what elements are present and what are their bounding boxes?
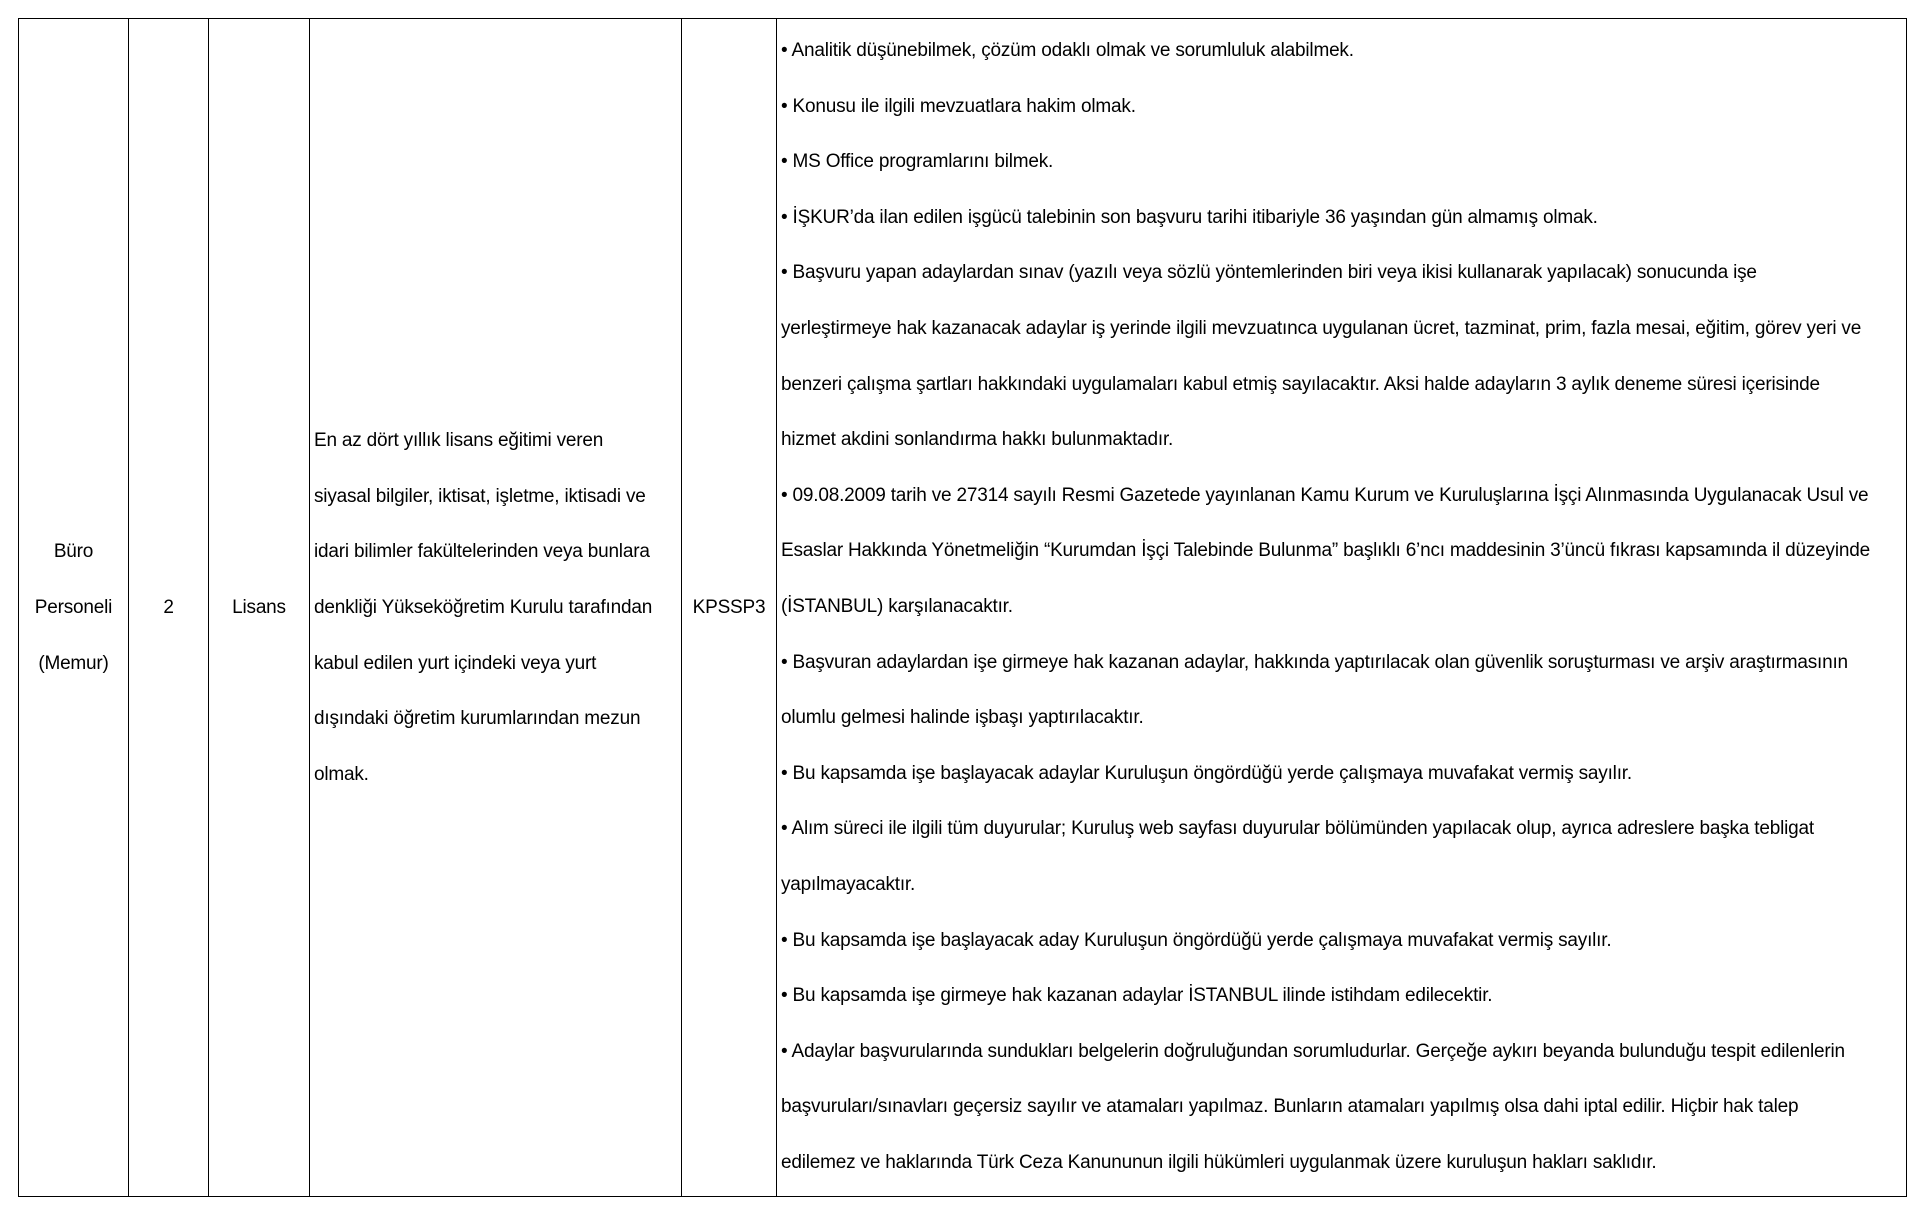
requirement-line: • Adaylar başvurularında sundukları belgelerin doğruluğundan sorumludurlar. Gerçeğe aykırı beyanda bulunduğu tespit edilenlerin bbox=[781, 1040, 1845, 1062]
qualification-line: olmak. bbox=[314, 763, 369, 785]
requirement-line: • Analitik düşünebilmek, çözüm odaklı olmak ve sorumluluk alabilmek. bbox=[781, 40, 1354, 61]
requirement-line: • Konusu ile ilgili mevzuatlara hakim olmak. bbox=[781, 95, 1136, 117]
requirement-line: yapılmayacaktır. bbox=[781, 873, 916, 895]
education-value: Lisans bbox=[232, 596, 286, 618]
exam-type-cell bbox=[682, 19, 777, 1197]
requirement-line: • Bu kapsamda işe başlayacak aday Kuruluşun öngördüğü yerde çalışmaya muvafakat vermiş sayılır. bbox=[781, 929, 1612, 951]
qualification-line: idari bilimler fakültelerinden veya bunlara bbox=[314, 541, 650, 563]
requirement-line: • Başvuran adaylardan işe girmeye hak kazanan adaylar, hakkında yaptırılacak olan güvenlik soruşturması ve arşiv araştırmasının bbox=[781, 651, 1848, 673]
requirement-line: • Alım süreci ile ilgili tüm duyurular; Kuruluş web sayfası duyurular bölümünden yapılacak olup, ayrıca adreslere başka tebligat bbox=[781, 818, 1814, 840]
requirement-line: Esaslar Hakkında Yönetmeliğin “Kurumdan İşçi Talebinde Bulunma” başlıklı 6’ncı maddesinin 3’üncü fıkrası kapsamında il düzeyinde bbox=[781, 540, 1870, 562]
requirement-line: • İŞKUR’da ilan edilen işgücü talebinin son başvuru tarihi itibariyle 36 yaşından gün almamış olmak. bbox=[781, 206, 1598, 228]
exam-type-value: KPSSP3 bbox=[692, 596, 766, 618]
requirement-line: • Başvuru yapan adaylardan sınav (yazılı veya sözlü yöntemlerinden biri veya ikisi kullanarak yapılacak) sonucunda işe bbox=[781, 262, 1757, 284]
requirement-line: edilemez ve haklarında Türk Ceza Kanununun ilgili hükümleri uygulanmak üzere kuruluşun hakları saklıdır. bbox=[781, 1151, 1657, 1173]
requirements-list bbox=[781, 19, 1900, 1196]
requirement-line: • 09.08.2009 tarih ve 27314 sayılı Resmi Gazetede yayınlanan Kamu Kurum ve Kuruluşlarına İşçi Alınmasında Uygulanacak Usul ve bbox=[781, 484, 1869, 506]
requirement-line: • Bu kapsamda işe başlayacak adaylar Kuruluşun öngördüğü yerde çalışmaya muvafakat vermiş sayılır. bbox=[781, 762, 1632, 784]
qualification-line: dışındaki öğretim kurumlarından mezun bbox=[314, 708, 641, 730]
requirement-line: olumlu gelmesi halinde işbaşı yaptırılacaktır. bbox=[781, 707, 1144, 729]
position-line: Büro bbox=[53, 541, 94, 563]
position-line: (Memur) bbox=[38, 652, 109, 674]
qualification-cell bbox=[310, 19, 682, 1197]
education-cell bbox=[209, 19, 310, 1197]
requirements-cell bbox=[777, 19, 1907, 1197]
position-cell bbox=[19, 19, 129, 1197]
job-requirements-table bbox=[18, 18, 1907, 1197]
count-cell bbox=[129, 19, 209, 1197]
requirement-line: (İSTANBUL) karşılanacaktır. bbox=[781, 595, 1013, 617]
requirement-line: yerleştirmeye hak kazanacak adaylar iş yerinde ilgili mevzuatınca uygulanan ücret, tazminat, prim, fazla mesai, eğitim, görev yeri ve bbox=[781, 317, 1862, 339]
requirement-line: hizmet akdini sonlandırma hakkı bulunmaktadır. bbox=[781, 429, 1174, 451]
qualification-line: denkliği Yükseköğretim Kurulu tarafından bbox=[314, 596, 653, 618]
requirement-line: • Bu kapsamda işe girmeye hak kazanan adaylar İSTANBUL ilinde istihdam edilecektir. bbox=[781, 985, 1493, 1007]
table-row bbox=[19, 19, 1907, 1197]
requirement-line: benzeri çalışma şartları hakkındaki uygulamaları kabul etmiş sayılacaktır. Aksi halde adayların 3 aylık deneme süresi içerisinde bbox=[781, 373, 1820, 395]
qualification-line: siyasal bilgiler, iktisat, işletme, iktisadi ve bbox=[314, 485, 646, 507]
requirement-line: • MS Office programlarını bilmek. bbox=[781, 151, 1054, 173]
qualification-line: En az dört yıllık lisans eğitimi veren bbox=[314, 430, 604, 452]
qualification-line: kabul edilen yurt içindeki veya yurt bbox=[314, 652, 597, 674]
count-value: 2 bbox=[163, 596, 174, 618]
position-line: Personeli bbox=[34, 596, 113, 618]
requirement-line: başvuruları/sınavları geçersiz sayılır ve atamaları yapılmaz. Bunların atamaları yapılmış olsa dahi iptal edilir. Hiçbir hak talep bbox=[781, 1096, 1799, 1118]
